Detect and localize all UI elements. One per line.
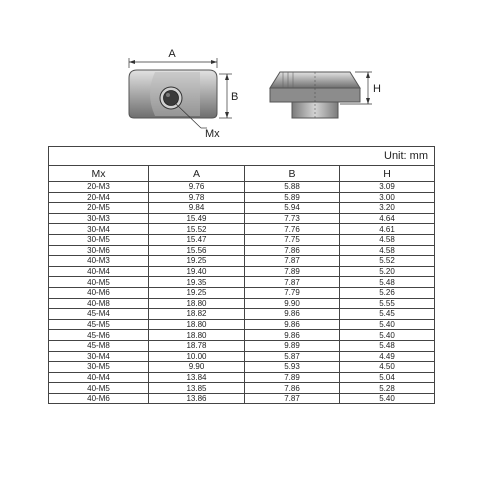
cell-b: 7.79 — [245, 287, 340, 298]
cell-h: 3.20 — [340, 203, 435, 214]
table-row — [49, 351, 435, 362]
cell-b: 5.88 — [245, 182, 340, 193]
header-mx: Mx — [49, 166, 149, 182]
table-row — [49, 192, 435, 203]
cell-h: 4.64 — [340, 213, 435, 224]
cell-mx: 40-M8 — [49, 298, 149, 309]
spec-table — [48, 146, 435, 404]
cell-mx: 45-M5 — [49, 319, 149, 330]
cell-mx: 30-M4 — [49, 351, 149, 362]
table-row — [49, 277, 435, 288]
cell-b: 9.86 — [245, 309, 340, 320]
cell-b: 7.87 — [245, 393, 340, 404]
cell-a: 13.85 — [149, 383, 245, 394]
table-row — [49, 319, 435, 330]
table-row — [49, 362, 435, 373]
table-row — [49, 256, 435, 267]
cell-a: 9.84 — [149, 203, 245, 214]
cell-h: 5.26 — [340, 287, 435, 298]
cell-a: 13.84 — [149, 372, 245, 383]
cell-a: 15.52 — [149, 224, 245, 235]
cell-b: 9.86 — [245, 330, 340, 341]
mx-label: Mx — [205, 128, 220, 140]
header-b: B — [245, 166, 340, 182]
cell-h: 5.40 — [340, 330, 435, 341]
cell-h: 5.48 — [340, 277, 435, 288]
table-row — [49, 203, 435, 214]
dimension-a-label: A — [168, 48, 176, 60]
cell-h: 5.40 — [340, 393, 435, 404]
cell-a: 19.25 — [149, 287, 245, 298]
cell-b: 5.87 — [245, 351, 340, 362]
cell-h: 4.61 — [340, 224, 435, 235]
header-a: A — [149, 166, 245, 182]
cell-a: 15.56 — [149, 245, 245, 256]
cell-h: 4.50 — [340, 362, 435, 373]
cell-mx: 40-M4 — [49, 372, 149, 383]
cell-a: 18.82 — [149, 309, 245, 320]
side-view — [270, 72, 360, 118]
cell-h: 5.55 — [340, 298, 435, 309]
table-row — [49, 383, 435, 394]
cell-h: 3.00 — [340, 192, 435, 203]
cell-mx: 40-M5 — [49, 383, 149, 394]
dimension-h-label: H — [373, 83, 381, 95]
t-nut-diagram — [0, 0, 480, 145]
header-row — [49, 166, 435, 182]
cell-h: 5.04 — [340, 372, 435, 383]
cell-a: 15.47 — [149, 234, 245, 245]
cell-a: 19.35 — [149, 277, 245, 288]
cell-b: 7.87 — [245, 277, 340, 288]
cell-mx: 30-M6 — [49, 245, 149, 256]
table-row — [49, 309, 435, 320]
cell-mx: 40-M6 — [49, 393, 149, 404]
header-h: H — [340, 166, 435, 182]
technical-drawing — [0, 0, 480, 145]
cell-b: 7.76 — [245, 224, 340, 235]
cell-b: 5.89 — [245, 192, 340, 203]
cell-mx: 30-M5 — [49, 234, 149, 245]
table-row — [49, 266, 435, 277]
cell-mx: 40-M5 — [49, 277, 149, 288]
cell-b: 9.90 — [245, 298, 340, 309]
cell-a: 9.90 — [149, 362, 245, 373]
cell-b: 7.73 — [245, 213, 340, 224]
cell-h: 5.48 — [340, 340, 435, 351]
cell-b: 7.86 — [245, 383, 340, 394]
cell-mx: 45-M8 — [49, 340, 149, 351]
dimension-b-label: B — [231, 91, 239, 103]
cell-mx: 40-M6 — [49, 287, 149, 298]
cell-b: 5.93 — [245, 362, 340, 373]
cell-a: 15.49 — [149, 213, 245, 224]
top-view — [129, 70, 217, 118]
cell-h: 3.09 — [340, 182, 435, 193]
cell-b: 7.86 — [245, 245, 340, 256]
cell-h: 5.40 — [340, 319, 435, 330]
table-row — [49, 224, 435, 235]
cell-h: 5.52 — [340, 256, 435, 267]
cell-h: 5.20 — [340, 266, 435, 277]
cell-a: 18.80 — [149, 319, 245, 330]
table-row — [49, 372, 435, 383]
cell-mx: 45-M4 — [49, 309, 149, 320]
cell-a: 9.78 — [149, 192, 245, 203]
cell-b: 9.86 — [245, 319, 340, 330]
cell-a: 19.40 — [149, 266, 245, 277]
cell-h: 4.58 — [340, 234, 435, 245]
cell-b: 5.94 — [245, 203, 340, 214]
table-row — [49, 298, 435, 309]
table-row — [49, 287, 435, 298]
cell-mx: 30-M3 — [49, 213, 149, 224]
cell-a: 13.86 — [149, 393, 245, 404]
unit-label: Unit: mm — [49, 147, 435, 166]
table-row — [49, 182, 435, 193]
cell-b: 7.87 — [245, 256, 340, 267]
table-row — [49, 234, 435, 245]
cell-mx: 20-M4 — [49, 192, 149, 203]
cell-a: 18.78 — [149, 340, 245, 351]
cell-a: 10.00 — [149, 351, 245, 362]
cell-a: 18.80 — [149, 330, 245, 341]
cell-h: 4.49 — [340, 351, 435, 362]
cell-a: 19.25 — [149, 256, 245, 267]
cell-b: 9.89 — [245, 340, 340, 351]
cell-b: 7.75 — [245, 234, 340, 245]
table-row — [49, 213, 435, 224]
table-row — [49, 340, 435, 351]
cell-h: 4.58 — [340, 245, 435, 256]
cell-h: 5.45 — [340, 309, 435, 320]
cell-mx: 40-M4 — [49, 266, 149, 277]
cell-b: 7.89 — [245, 266, 340, 277]
cell-mx: 30-M4 — [49, 224, 149, 235]
cell-mx: 40-M3 — [49, 256, 149, 267]
cell-h: 5.28 — [340, 383, 435, 394]
cell-mx: 20-M3 — [49, 182, 149, 193]
cell-mx: 30-M5 — [49, 362, 149, 373]
cell-a: 9.76 — [149, 182, 245, 193]
cell-mx: 20-M5 — [49, 203, 149, 214]
cell-a: 18.80 — [149, 298, 245, 309]
cell-mx: 45-M6 — [49, 330, 149, 341]
table-row — [49, 393, 435, 404]
cell-b: 7.89 — [245, 372, 340, 383]
unit-row — [49, 147, 435, 166]
table-row — [49, 245, 435, 256]
table-row — [49, 330, 435, 341]
